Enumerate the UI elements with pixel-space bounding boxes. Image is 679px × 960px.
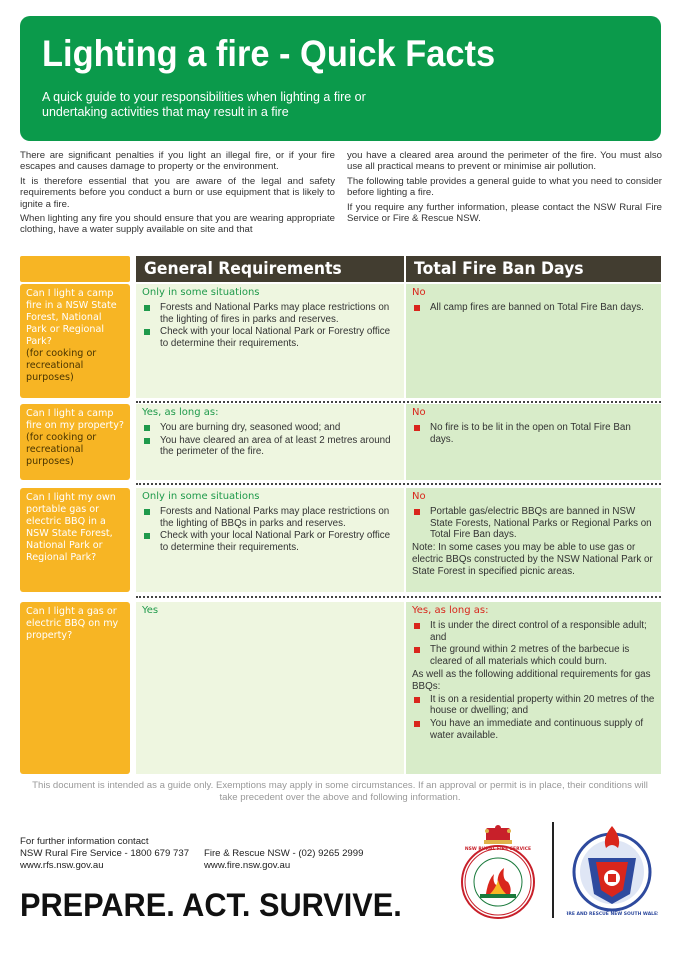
rfs-logo (456, 824, 540, 925)
frnsw-phone: Fire & Rescue NSW - (02) 9265 2999 (204, 848, 364, 859)
contact-heading: For further information contact (20, 836, 149, 847)
general-cell (136, 602, 404, 774)
frnsw-logo (566, 818, 658, 925)
tfb-cell (406, 602, 661, 774)
tfb-cell (406, 488, 661, 592)
list-item: You have an immediate and continuous supply of water available. (412, 718, 655, 742)
list-item: All camp fires are banned on Total Fire Ban days. (412, 302, 655, 314)
list-item: Forests and National Parks may place restrictions on the lighting of BBQs in parks and reserves. (142, 506, 398, 530)
tfb-note: Note: In some cases you may be able to use gas or electric BBQs constructed by the NSW National Park or State Forest in specified picnic areas. (412, 542, 653, 577)
question-cell (20, 284, 130, 398)
contact-block (20, 836, 363, 872)
slogan: PREPARE. ACT. SURVIVE. (20, 887, 402, 923)
question-text: Can I light my own portable gas or electric BBQ in a NSW State Forest, National Park or Regional Park? (26, 492, 116, 563)
general-cell (136, 488, 404, 592)
intro-paragraph: The following table provides a general guide to what you need to consider before lighting a fire. (347, 175, 662, 199)
intro-text (20, 150, 662, 239)
question-note: (for cooking or recreational purposes) (26, 348, 97, 383)
tfb-note: As well as the following additional requirements for gas BBQs: (412, 668, 651, 692)
row-divider (136, 483, 661, 485)
question-text: Can I light a camp fire in a NSW State Forest, National Park or Regional Park? (26, 288, 117, 347)
list-item: You are burning dry, seasoned wood; and (142, 422, 398, 434)
general-cell (136, 284, 404, 398)
list-item: It is under the direct control of a responsible adult; and (412, 620, 655, 644)
list-item: Check with your local National Park or Forestry office to determine their requirements. (142, 326, 398, 350)
intro-paragraph: you have a cleared area around the perimeter of the fire. You must also use all practical means to prevent or minimise air pollution. (347, 150, 662, 173)
page-subtitle: A quick guide to your responsibilities when lighting a fire or undertaking activities that may result in a fire (42, 90, 366, 119)
row-divider (136, 596, 661, 598)
logo-separator (552, 822, 554, 918)
list-item: No fire is to be lit in the open on Total Fire Ban days. (412, 422, 655, 446)
intro-paragraph: There are significant penalties if you light an illegal fire, or if your fire escapes and causes damage to property or the environment. (20, 150, 335, 173)
page-title: Lighting a fire - Quick Facts (42, 33, 496, 74)
rfs-logo-text: NSW RURAL FIRE SERVICE (464, 847, 532, 852)
frnsw-url[interactable]: www.fire.nsw.gov.au (204, 860, 291, 871)
frnsw-emblem-icon (566, 818, 658, 920)
question-text: Can I light a gas or electric BBQ on my property? (26, 606, 119, 641)
row-divider (136, 401, 661, 403)
tfb-cell (406, 284, 661, 398)
rfs-emblem-icon (456, 824, 540, 920)
list-item: It is on a residential property within 20 metres of the house or dwelling; and (412, 694, 655, 718)
rfs-phone: NSW Rural Fire Service - 1800 679 737 (20, 848, 190, 859)
intro-paragraph: If you require any further information, please contact the NSW Rural Fire Service or Fire & Rescue NSW. (347, 201, 662, 225)
answer-lead: Only in some situations (142, 491, 260, 502)
list-item: Check with your local National Park or Forestry office to determine their requirements. (142, 530, 398, 554)
answer-lead: No (412, 407, 426, 418)
quick-facts-table (20, 256, 661, 774)
answer-lead: Yes, as long as: (142, 407, 219, 418)
answer-lead: No (412, 491, 426, 502)
list-item: The ground within 2 metres of the barbecue is cleared of all materials which could burn. (412, 644, 655, 668)
frnsw-logo-text: FIRE AND RESCUE NEW SOUTH WALES (566, 912, 658, 917)
rfs-url[interactable]: www.rfs.nsw.gov.au (20, 860, 104, 871)
disclaimer: This document is intended as a guide only. Exemptions may apply in some circumstances. If an approval or permit is in place, their conditions will take precedent over the above and following information. (32, 780, 648, 803)
header-corner (20, 256, 130, 282)
general-cell (136, 404, 404, 480)
question-note: (for cooking or recreational purposes) (26, 432, 97, 467)
title-banner (20, 16, 661, 141)
intro-column-right (347, 150, 662, 239)
answer-lead: Only in some situations (142, 287, 260, 298)
question-cell (20, 602, 130, 774)
intro-paragraph: It is therefore essential that you are aware of the legal and safety requirements before you conduct a burn or use equipment that is likely to ignite a fire. (20, 175, 335, 210)
question-cell (20, 404, 130, 480)
header-total-fire-ban-days: Total Fire Ban Days (406, 256, 661, 282)
answer-lead: Yes, as long as: (412, 605, 489, 616)
answer-lead: No (412, 287, 426, 298)
list-item: Forests and National Parks may place restrictions on the lighting of fires in parks and reserves. (142, 302, 398, 326)
intro-column-left (20, 150, 335, 239)
list-item: You have cleared an area of at least 2 metres around the perimeter of the fire. (142, 435, 398, 459)
intro-paragraph: When lighting any fire you should ensure that you are wearing appropriate clothing, have a water supply available on site and that (20, 213, 335, 236)
question-text: Can I light a camp fire on my property? (26, 408, 124, 431)
tfb-cell (406, 404, 661, 480)
answer-lead: Yes (142, 605, 159, 616)
question-cell (20, 488, 130, 592)
header-general-requirements: General Requirements (136, 256, 404, 282)
list-item: Portable gas/electric BBQs are banned in NSW State Forests, National Parks or Regional Parks on Total Fire Ban days. (412, 506, 655, 541)
